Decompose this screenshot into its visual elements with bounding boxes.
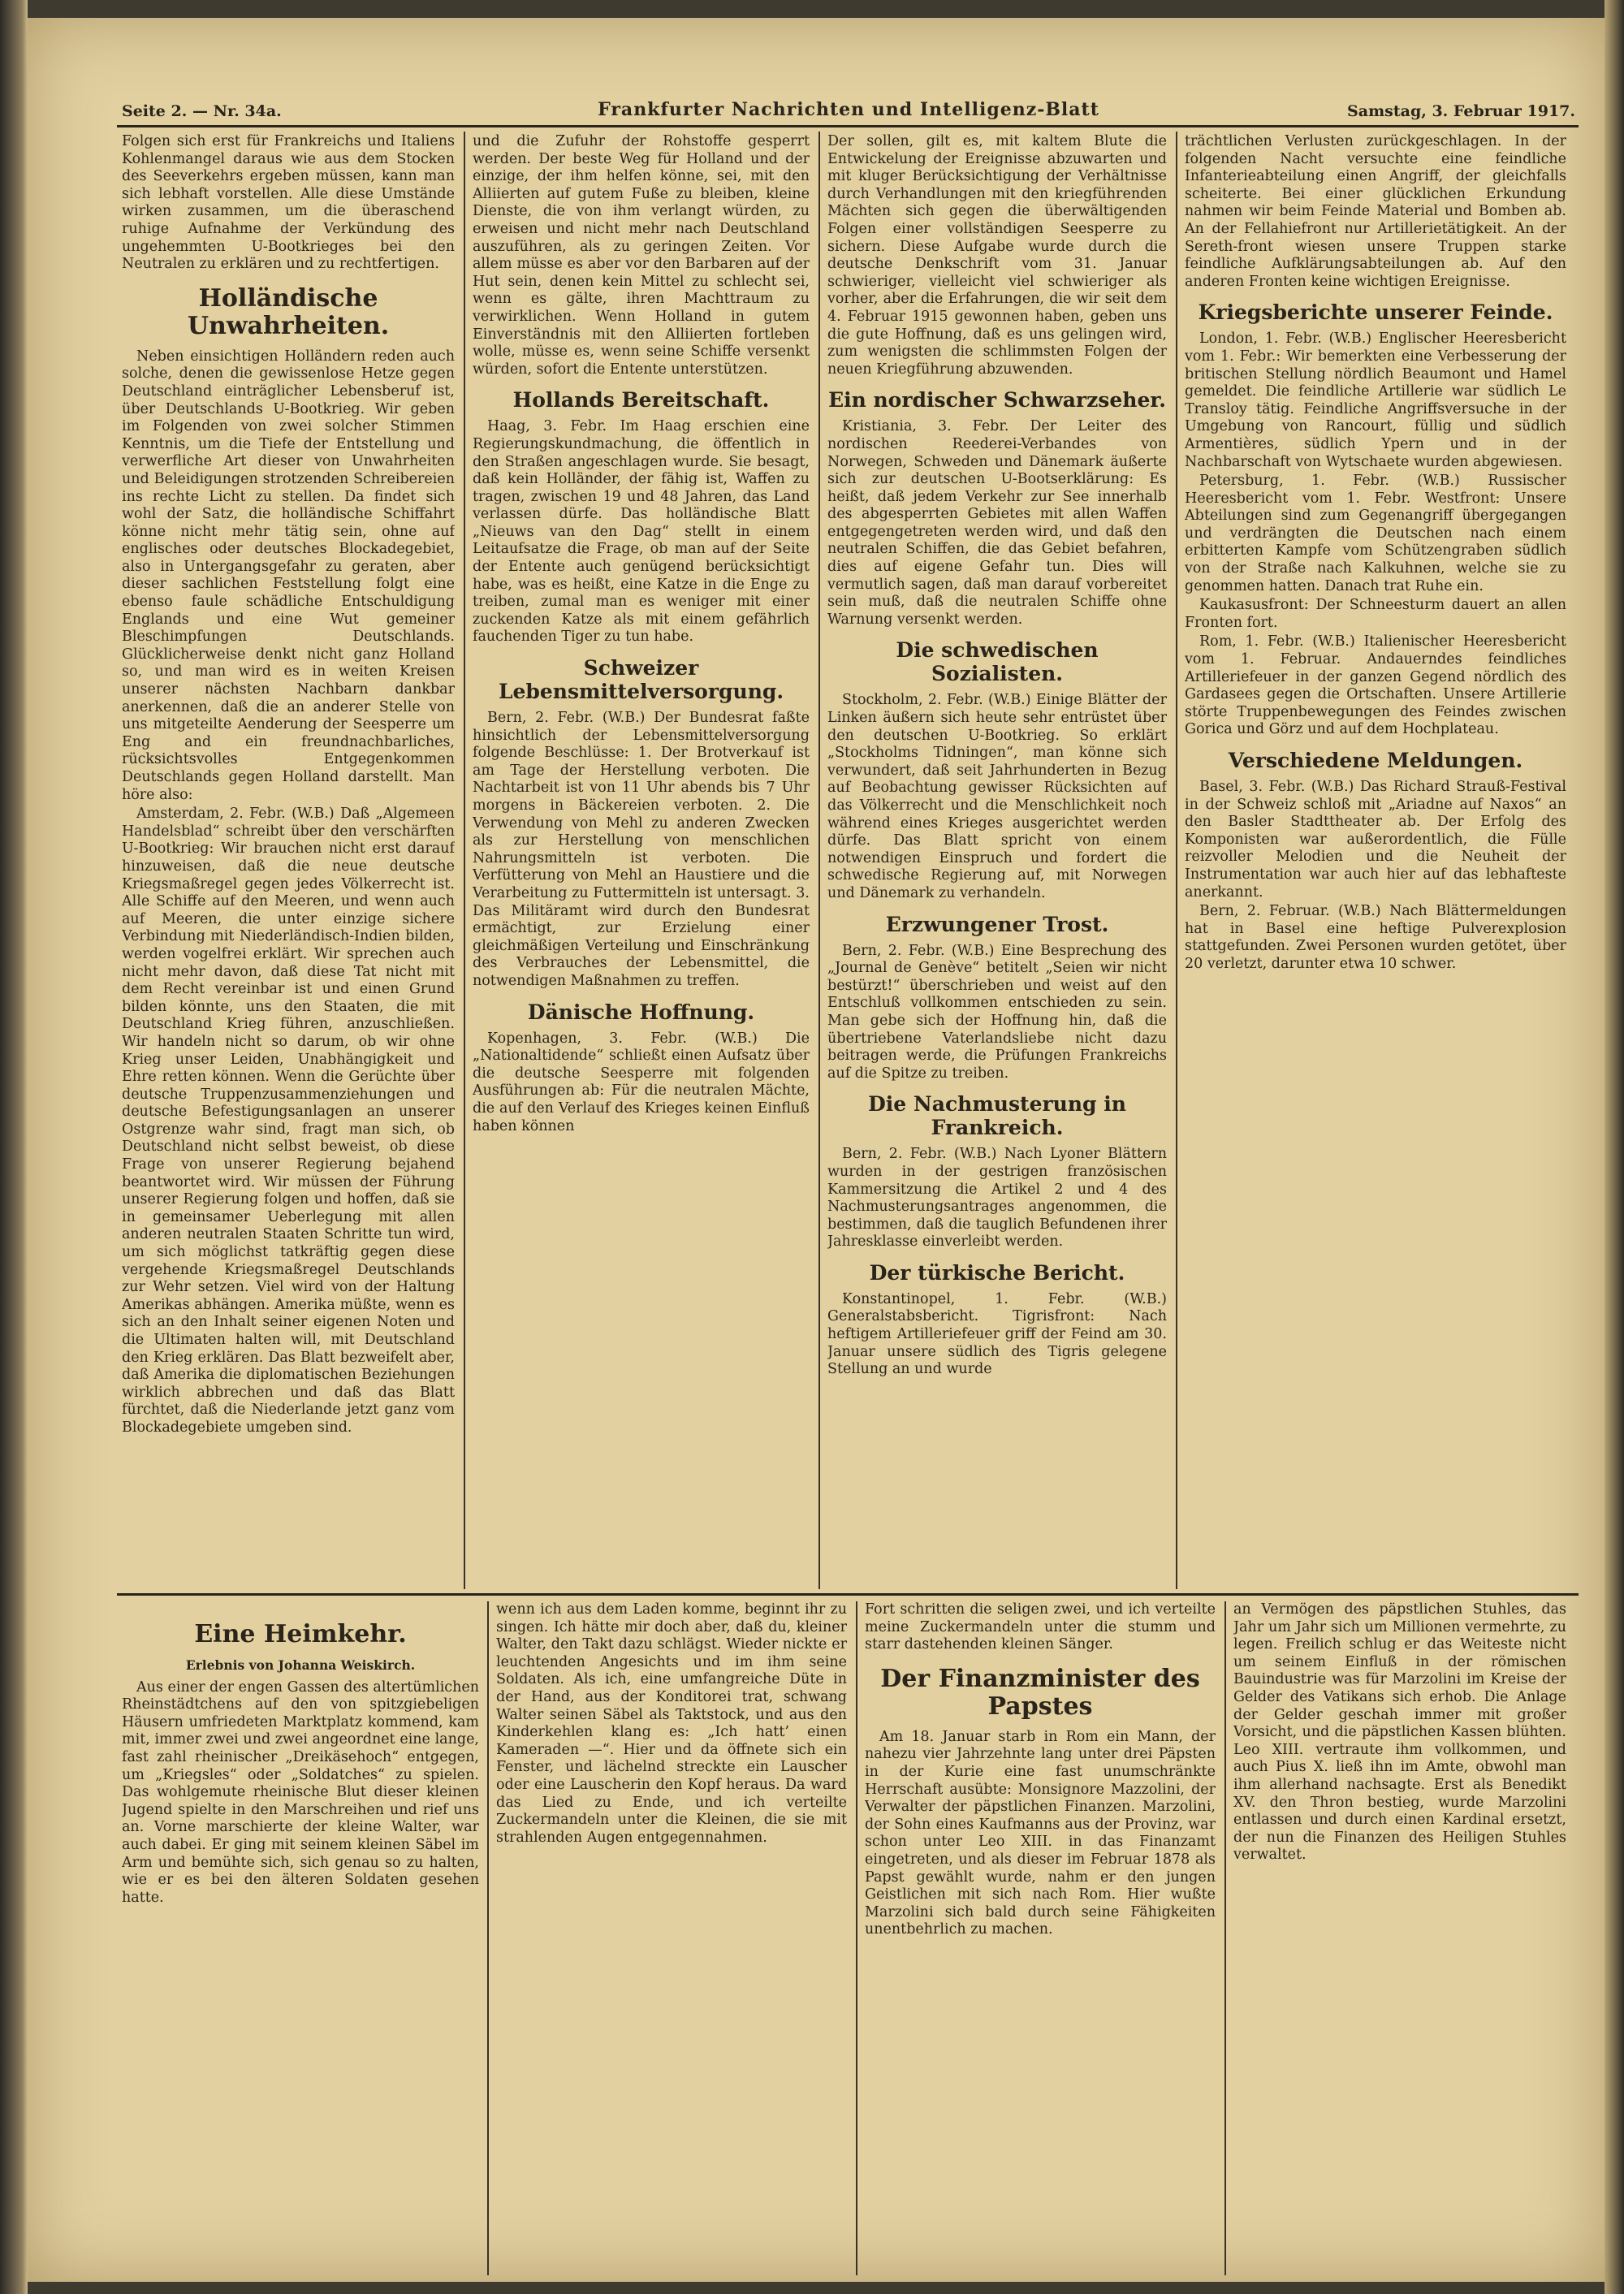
article-paragraph: Haag, 3. Febr. Im Haag erschien eine Regierungskundmachung, die öffentlich in den Straßen angeschlagen wurde. Sie besagt, daß kein Holländer, der fähig ist, Waffen zu tragen, zwischen 19 und 48 Jahren, das Land verlassen dürfe. Das holländische Blatt „Nieuws van den Dag“ stellt in einem Leitaufsatze die Frage, ob man auf der Seite der Entente auch genügend berücksichtigt habe, was es heißt, eine Katze in die Enge zu treiben, zumal man es weniger mit einer zuckenden Katze als mit einem gefährlich fauchenden Tiger zu tun habe. (473, 418, 810, 646)
article-continuation: Der sollen, gilt es, mit kaltem Blute die Entwickelung der Ereignisse abzuwarten und mit kluger Berücksichtigung der Verhältnisse durch Verhandlungen mit den kriegführenden Mächten sich gegen die überwältigenden Folgen einer vollständigen Seesperre zu sichern. Diese Aufgabe wurde durch die deutsche Denkschrift vom 31. Januar schwieriger, vielleicht viel schwieriger als vorher, aber die Erfahrungen, die wir seit dem 4. Februar 1915 gewonnen haben, geben uns die gute Hoffnung, daß es uns gelingen wird, zum wenigsten die schlimmsten Folgen der neuen Kriegführung abzuwenden. (827, 133, 1167, 378)
newspaper-title: Frankfurter Nachrichten und Intelligenz-Blatt (598, 99, 1099, 120)
headline-dutch-untruths: Holländische Unwahrheiten. (187, 283, 390, 340)
feuilleton-column-1 (122, 1601, 479, 2275)
headline-hollands-readiness: Hollands Bereitschaft. (512, 388, 770, 413)
header-rule (117, 125, 1579, 127)
feuilleton-byline: Erlebnis von Johanna Weiskirch. (185, 1657, 416, 1673)
page-reference: Seite 2. — Nr. 34a. (122, 102, 282, 120)
article-paragraph: Kaukasusfront: Der Schneesturm dauert an allen Fronten fort. (1185, 597, 1566, 631)
newspaper-page (28, 18, 1605, 2282)
headline-forced-consolation: Erzwungener Trost. (885, 912, 1109, 936)
article-continuation: Folgen sich erst für Frankreichs und Italiens Kohlenmangel daraus wie aus dem Stocken des Seeverkehrs ergeben müssen, kann man sich lebhaft vorstellen. Alle diese Umstände wirken zusammen, um die überaschend ruhige Aufnahme der Verkündung des ungehemmten U-Bootkrieges bei den Neutralen zu erklären und zu rechtfertigen. (122, 133, 455, 273)
headline-various-reports: Verschiedene Meldungen. (1228, 749, 1523, 772)
article-paragraph: Basel, 3. Febr. (W.B.) Das Richard Strauß-Festival in der Schweiz schloß mit „Ariadne auf Naxos“ an den Basler Stadttheater ab. Der Erfolg des Komponisten war außerordentlich, die Fülle reizvoller Melodien und die Neuheit der Instrumentation war auch hier auf das lebhafteste anerkannt. (1185, 779, 1566, 901)
headline-homecoming: Eine Heimkehr. (194, 1620, 407, 1648)
headline-swiss-food-supply: Schweizer Lebensmittelversorgung. (498, 656, 784, 704)
feuilleton-paragraph: Am 18. Januar starb in Rom ein Mann, der nahezu vier Jahrzehnte lang unter drei Päpsten in der Kurie eine fast unumschränkte Herrschaft ausübte: Monsignore Mazzolini, der Verwalter der päpstlichen Finanzen. Marzolini, der Sohn eines Kaufmanns aus der Provinz, war schon unter Leo XIII. in das Finanzamt eingetreten, und als dieser im Februar 1878 als Papst gewählt wurde, nahm er den jungen Geistlichen mit sich nach Rom. Hier wußte Marzolini sich bald durch seine Fähigkeiten unentbehrlich zu machen. (865, 1728, 1216, 1938)
article-paragraph: Amsterdam, 2. Febr. (W.B.) Daß „Algemeen Handelsblad“ schreibt über den verschärften U-Bootkrieg: Wir brauchen nicht erst darauf hinzuweisen, daß die neue deutsche Kriegsmaßregel gegen jedes Völkerrecht ist. Alle Schiffe auf den Meeren, und wenn auch auf Meeren, die unter einzige sichere Verbindung mit Niederländisch-Indien bilden, werden vogelfrei erklärt. Wir sprechen auch nicht mehr davon, daß diese Tat nicht mit dem Recht vereinbar ist und einen Grund bilden könnte, uns den Staaten, die mit Deutschland Krieg führen, anzuschließen. Wir handeln nicht so darum, ob wir ohne Krieg unser Leiden, Unabhängigkeit und Ehre retten können. Wenn die Gerüchte über deutsche Truppenzusammenziehungen und deutsche Befestigungsanlagen an unserer Ostgrenze wahr sind, fragt man sich, ob Deutschland nicht selbst beweist, ob diese Frage von unserer Regierung bejahend beantwortet wird. Wir müssen der Führung unserer Regierung folgen und hoffen, daß sie in gemeinsamer Ueberlegung mit allen anderen neutralen Staaten Schritte tun wird, um sich möglichst tatkräftig gegen diese vergehende Kriegsmaßregel Deutschlands zur Wehr setzen. Viel wird von der Haltung Amerikas abhängen. Amerika müßte, wenn es sich an den Inhalt seiner eigenen Noten und die Ultimaten halten will, mit Deutschland den Krieg erklären. Das Blatt bezweifelt aber, daß Amerika die diplomatischen Beziehungen wirklich abbrechen und daß das Blatt fürchtet, daß die Niederlande jetzt ganz vom Blockadegebiete umgeben sind. (122, 806, 455, 1436)
headline-danish-hope: Dänische Hoffnung. (527, 1000, 755, 1024)
article-paragraph: Bern, 2. Febr. (W.B.) Eine Besprechung des „Journal de Genève“ betitelt „Seien wir nicht bestürzt!“ überschrieben und weist auf den Entschluß vollkommen entschieden zu sein. Man gebe sich der Hoffnung hin, daß die übertriebene Vaterlandsliebe nicht dazu beitragen werde, die Prüfungen Frankreichs auf die Spitze zu treiben. (827, 942, 1167, 1082)
column-divider (487, 1601, 489, 2275)
feuilleton-continuation: Fort schritten die seligen zwei, und ich verteilte meine Zuckermandeln unter die stumm und starr dastehenden kleinen Sänger. (865, 1601, 1216, 1653)
column-divider (856, 1601, 857, 2275)
headline-swedish-socialists: Die schwedischen Sozialisten. (896, 638, 1099, 686)
issue-date: Samstag, 3. Februar 1917. (1347, 102, 1575, 120)
page-edge-shadow (1605, 0, 1624, 2294)
column-divider (818, 132, 820, 1589)
feuilleton-paragraph: wenn ich aus dem Laden komme, beginnt ihr zu singen. Ich hätte mir doch aber, daß du, kleiner Walter, den Takt dazu schlägst. Wieder nickte er leuchtenden Angesichts und im ihm seine Soldaten. Als ich, eine umfangreiche Düte in der Hand, aus der Konditorei trat, schwang Walter seinen Säbel als Taktstock, und aus den Kinderkehlen klang es: „Ich hatt’ einen Kameraden —“. Hier und da öffnete sich ein Fenster, und lächelnd streckte ein Lauscher oder eine Lauscherin den Kopf heraus. Da ward das Lied zu Ende, und ich verteilte Zuckermandeln unter die Kleinen, die sie mit strahlenden Augen entgegennahmen. (496, 1601, 847, 1846)
article-paragraph: Konstantinopel, 1. Febr. (W.B.) Generalstabsbericht. Tigrisfront: Nach heftigem Artilleriefeuer griff der Feind am 30. Januar unsere südlich des Tigris gelegene Stellung an und wurde (827, 1290, 1167, 1378)
article-continuation: trächtlichen Verlusten zurückgeschlagen. In der folgenden Nacht versuchte eine feindliche Infanterieabteilung einen Angriff, der gleichfalls scheiterte. Bei einer glücklichen Erkundung nahmen wir beim Feinde Material und Bomben ab. An der Fellahiefront nur Artillerietätigkeit. An der Sereth-front wiesen unsere Truppen starke feindliche Aufklärungsabteilungen ab. Auf den anderen Fronten keine wichtigen Ereignisse. (1185, 133, 1566, 290)
headline-enemy-war-reports: Kriegsberichte unserer Feinde. (1198, 300, 1553, 325)
feuilleton-paragraph: Aus einer der engen Gassen des altertümlichen Rheinstädtchens auf den von spitzgiebeligen Häusern umfriedeten Marktplatz kommend, kam mit, immer zwei und zwei angeordnet eine lange, fast zahl rheinischer „Dreikäsehoch“ entgegen, um „Kriegsles“ oder „Soldatches“ zu spielen. Das wohlgemute rheinische Blut dieser kleinen Jugend spielte in den Marschreihen und rief uns an. Vorne marschierte der kleine Walter, war auch dabei. Er ging mit seinem kleinen Säbel im Arm und bemühte sich, sich genau so zu halten, wie er es bei den älteren Soldaten gesehen hatte. (122, 1678, 479, 1906)
article-paragraph: Stockholm, 2. Febr. (W.B.) Einige Blätter der Linken äußern sich heute sehr entrüstet über den deutschen U-Bootkrieg. So erklärt „Stockholms Tidningen“, man könne sich verwundert, daß seit Jahrhunderten in Bezug auf Beobachtung gewisser Rücksichten auf das Völkerrecht und die Menschlichkeit noch während eines Krieges ausgerichtet werden dürfe. Das Blatt spricht von einem notwendigen Einspruch und fordert die schwedische Regierung auf, mit Norwegen und Dänemark zu verhandeln. (827, 692, 1167, 901)
column-2 (473, 133, 810, 1587)
column-1 (122, 133, 455, 1587)
headline-turkish-report: Der türkische Bericht. (869, 1260, 1125, 1285)
article-paragraph: Kopenhagen, 3. Febr. (W.B.) Die „Nationaltidende“ schließt einen Aufsatz über die deutsche Seesperre mit folgenden Ausführungen ab: Für die neutralen Mächte, die auf den Verlauf des Krieges keinen Einfluß haben können (473, 1030, 810, 1134)
feuilleton-column-2 (496, 1601, 847, 2275)
headline-pope-finance-minister: Der Finanzminister des Papstes (880, 1664, 1200, 1721)
article-paragraph: Neben einsichtigen Holländern reden auch solche, denen die gewissenlose Hetze gegen Deutschland einträglicher Lebensberuf ist, über Deutschlands U-Bootkrieg. Wir geben im Folgenden von zwei solcher Stimmen Kenntnis, um die Tiefe der Entstellung und verwerfliche Art dieser von Unwahrheiten und Beleidigungen strotzenden Schreibereien ins rechte Licht zu stellen. Da findet sich wohl der Satz, die holländische Schiffahrt könne nicht mehr tätig sein, ohne auf englisches oder deutsches Blockadegebiet, also in Untergangsgefahr zu geraten, aber dieser sachlichen Feststellung folgt eine ebenso faule schädliche Entschuldigung Englands und eine Wut gemeiner Bleschimpfungen Deutschlands. Glücklicherweise denkt nicht ganz Holland so, und man wird es in weiten Kreisen unserer nächsten Nachbarn dankbar anerkennen, daß die an anderer Stelle von uns mitgeteilte Aenderung der Seesperre um Eng and ein freundnachbarliches, rücksichtsvolles Entgegenkommen Deutschlands gegen Holland darstellt. Man höre also: (122, 348, 455, 803)
article-paragraph: Bern, 2. Febr. (W.B.) Nach Lyoner Blättern wurden in der gestrigen französischen Kammersitzung die Artikel 2 und 4 des Nachmusterungsantrages angenommen, die bestimmen, daß die tauglich Befundenen ihrer Jahresklasse einverleibt werden. (827, 1146, 1167, 1251)
article-paragraph: Petersburg, 1. Febr. (W.B.) Russischer Heeresbericht vom 1. Febr. Westfront: Unsere Abteilungen sind zum Gegenangriff übergegangen und verdrängten die Deutschen nach einem erbitterten Kampfe vom Schützengraben südlich von der Straße nach Kalkuhnen, welche sie zu genommen hatten. Danach trat Ruhe ein. (1185, 473, 1566, 594)
article-paragraph: Bern, 2. Febr. (W.B.) Der Bundesrat faßte hinsichtlich der Lebensmittelversorgung folgende Beschlüsse: 1. Der Brotverkauf ist am Tage der Herstellung verboten. Die Nachtarbeit ist von 11 Uhr abends bis 7 Uhr morgens in Bäckereien verboten. 2. Die Verwendung von Mehl zu anderen Zwecken als zur Herstellung von menschlichen Nahrungsmitteln ist verboten. Die Verfütterung von Mehl an Haustiere und die Verarbeitung zu Futtermitteln ist untersagt. 3. Das Militäramt wird durch den Bundesrat ermächtigt, zur Erzielung einer gleichmäßigen Verteilung und Einschränkung des Verbrauches der Lebensmittel, die notwendigen Maßnahmen zu treffen. (473, 710, 810, 989)
column-divider (464, 132, 465, 1589)
column-divider (1224, 1601, 1226, 2275)
article-paragraph: Kristiania, 3. Febr. Der Leiter des nordischen Reederei-Verbandes von Norwegen, Schweden und Dänemark äußerte sich zur deutschen U-Bootserklärung: Es heißt, daß jedem Verkehr zur See innerhalb des abgesperrten Gebietes mit allen Waffen entgegengetreten werden wird, und daß den neutralen Schiffen, die das Gebiet befahren, dies auf eigene Gefahr tun. Dies will vermutlich sagen, daß man darauf vorbereitet sein muß, daß die neutralen Schiffe ohne Warnung versenkt werden. (827, 418, 1167, 628)
column-4 (1185, 133, 1566, 1587)
page-header (122, 99, 1575, 123)
feuilleton-separator (117, 1593, 1579, 1596)
feuilleton-column-3 (865, 1601, 1216, 2275)
column-divider (1176, 132, 1177, 1589)
headline-nordic-pessimist: Ein nordischer Schwarzseher. (828, 388, 1166, 413)
feuilleton-paragraph: an Vermögen des päpstlichen Stuhles, das Jahr um Jahr sich um Millionen vermehrte, zu legen. Freilich schlug er das Weiteste nicht um seinem Einfluß in der römischen Bauindustrie was für Marzolini im Kreise der Gelder des Vatikans sich erhob. Die Anlage der Gelder geschah immer mit großer Vorsicht, und die päpstlichen Kassen blühten. Leo XIII. vertraute ihm vollkommen, und auch Pius X. ließ ihn im Amte, obwohl man ihm allerhand nachsagte. Erst als Benedikt XV. den Thron bestieg, wurde Marzolini entlassen und durch einen Kardinal ersetzt, der nun die Finanzen des Heiligen Stuhles verwaltet. (1233, 1601, 1566, 1864)
article-continuation: und die Zufuhr der Rohstoffe gesperrt werden. Der beste Weg für Holland und der einzige, der ihm helfen könne, sei, mit den Alliierten auf gutem Fuße zu bleiben, kleine Dienste, die von ihm verlangt würden, zu erweisen und nicht mehr nach Deutschland auszuführen, als zu geringen Zeiten. Vor allem müsse es aber vor den Barbaren auf der Hut sein, denen kein Mittel zu schlecht sei, wenn es gälte, ihren Machttraum zu verwirklichen. Wenn Holland in gutem Einverständnis mit den Alliierten fortleben wolle, müsse es, wenn seine Schiffe versenkt würden, sofort die Entente unterstützen. (473, 133, 810, 378)
feuilleton-column-4 (1233, 1601, 1566, 2275)
book-binding-edge (0, 0, 28, 2294)
article-paragraph: Bern, 2. Februar. (W.B.) Nach Blättermeldungen hat in Basel eine heftige Pulverexplosion stattgefunden. Zwei Personen wurden getötet, über 20 verletzt, darunter etwa 10 schwer. (1185, 903, 1566, 972)
column-3 (827, 133, 1167, 1587)
headline-french-remustering: Die Nachmusterung in Frankreich. (868, 1092, 1126, 1140)
article-paragraph: London, 1. Febr. (W.B.) Englischer Heeresbericht vom 1. Febr.: Wir bemerkten eine Verbesserung der britischen Stellung nördlich Beaumont und Hamel gemeldet. Die feindliche Artillerie war südlich Le Transloy tätig. Feindliche Angriffsversuche in der Umgebung von Rancourt, füllig und südlich Armentières, südlich Ypern und in der Nachbarschaft von Wytschaete wurden abgewiesen. (1185, 330, 1566, 470)
article-paragraph: Rom, 1. Febr. (W.B.) Italienischer Heeresbericht vom 1. Februar. Andauerndes feindliches Artilleriefeuer in der ganzen Gegend nördlich des Gardasees gegen die Ortschaften. Unsere Artillerie störte Truppenbewegungen des Feindes zwischen Gorica und Görz und auf dem Hochplateau. (1185, 633, 1566, 738)
